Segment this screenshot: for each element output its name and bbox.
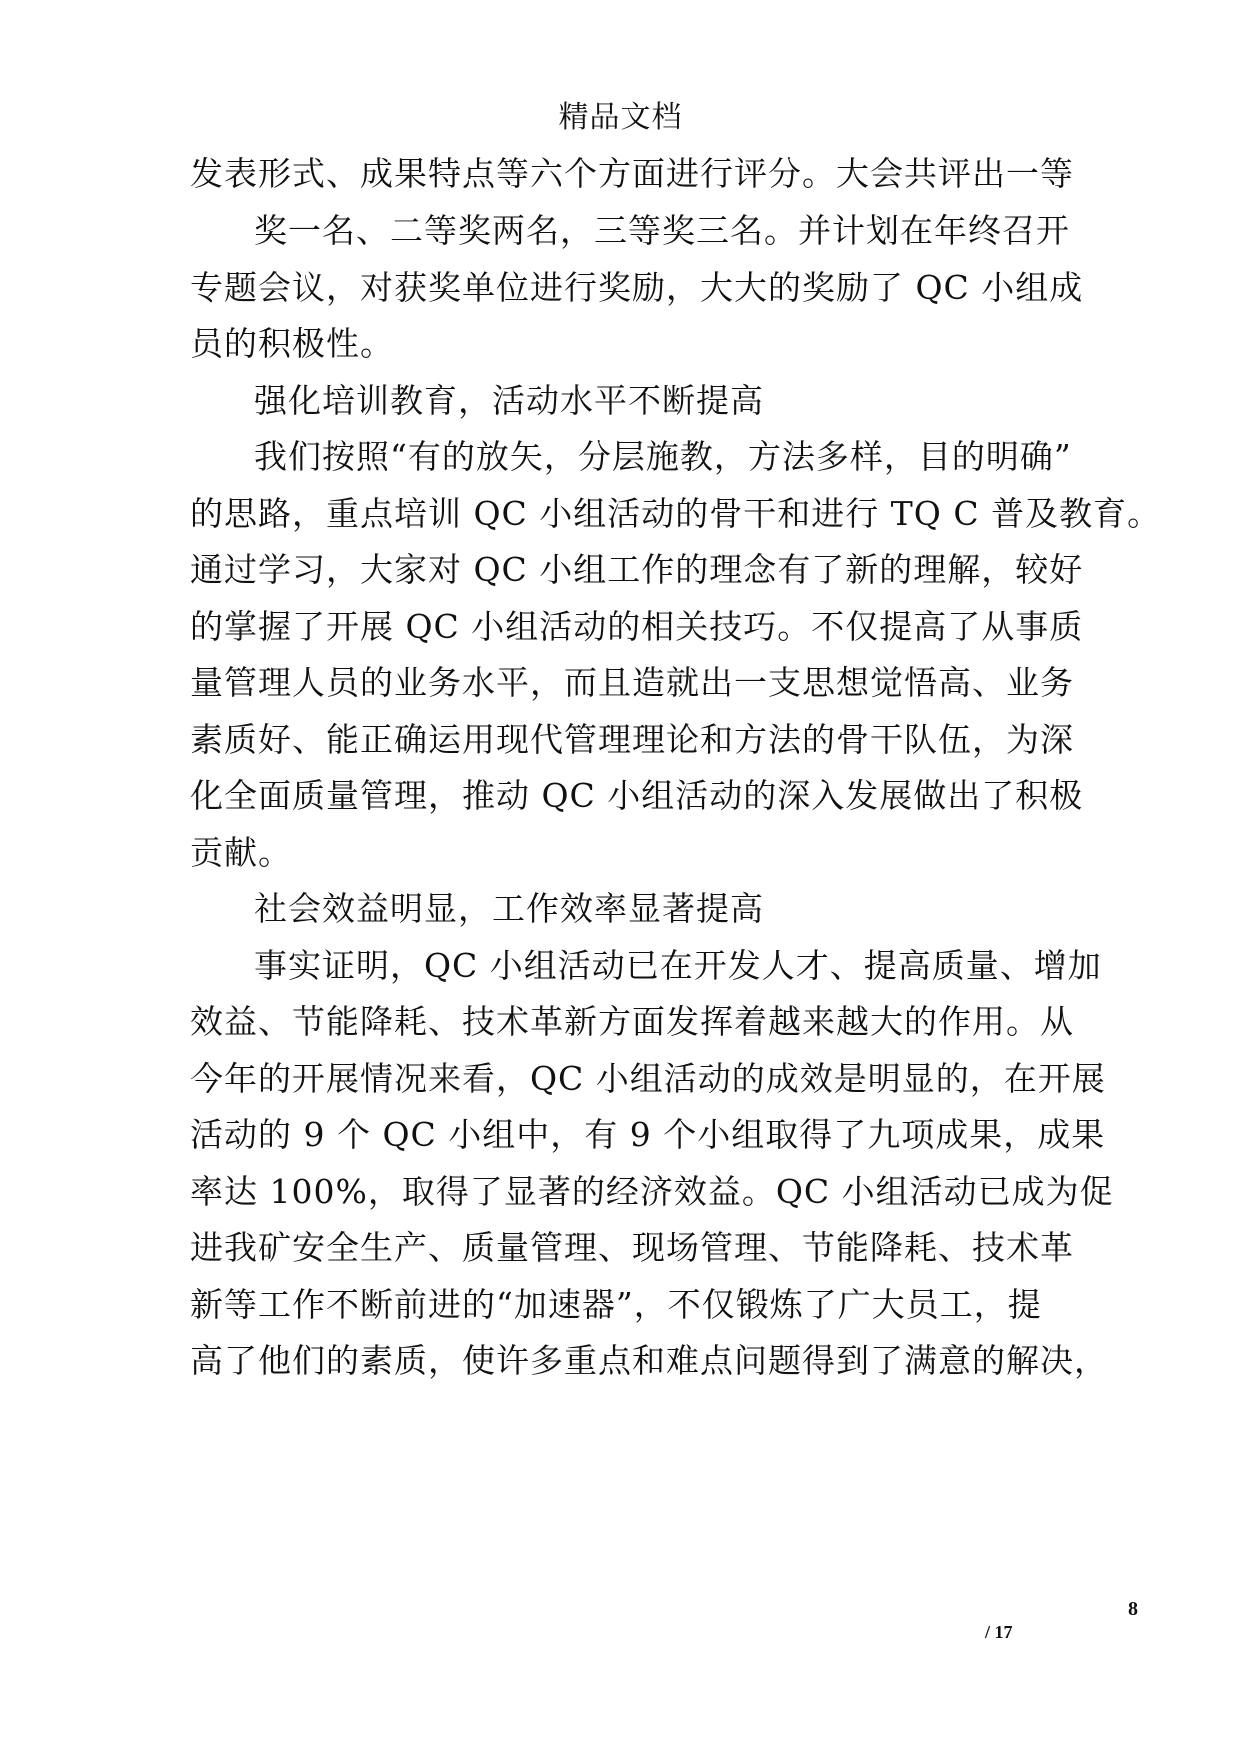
- text-line: 化全面质量管理，推动 QC 小组活动的深入发展做出了积极: [190, 776, 1084, 815]
- text-line: 专题会议，对获奖单位进行奖励，大大的奖励了 QC 小组成: [190, 268, 1084, 307]
- text-line: 事实证明，QC 小组活动已在开发人才、提高质量、增加: [254, 946, 1102, 985]
- text-line: 发表形式、成果特点等六个方面进行评分。大会共评出一等: [190, 154, 1074, 193]
- text-line: 的掌握了开展 QC 小组活动的相关技巧。不仅提高了从事质: [190, 607, 1084, 646]
- text-line: 新等工作不断前进的“加速器”，不仅锻炼了广大员工，提: [190, 1285, 1042, 1324]
- text-line: 率达 100%，取得了显著的经济效益。QC 小组活动已成为促: [190, 1172, 1114, 1211]
- text-line: 量管理人员的业务水平，而且造就出一支思想觉悟高、业务: [190, 663, 1074, 702]
- page-total: / 17: [985, 1622, 1013, 1642]
- page-number: 8: [1128, 1598, 1138, 1620]
- text-line: 的思路，重点培训 QC 小组活动的骨干和进行 TQ C 普及教育。: [190, 494, 1162, 533]
- section-heading: 强化培训教育，活动水平不断提高: [254, 381, 764, 420]
- text-line: 员的积极性。: [190, 324, 394, 363]
- text-line: 贡献。: [190, 833, 292, 872]
- text-line: 素质好、能正确运用现代管理理论和方法的骨干队伍，为深: [190, 720, 1074, 759]
- text-line: 进我矿安全生产、质量管理、现场管理、节能降耗、技术革: [190, 1228, 1074, 1267]
- text-line: 奖一名、二等奖两名，三等奖三名。并计划在年终召开: [254, 211, 1070, 250]
- text-line: 效益、节能降耗、技术革新方面发挥着越来越大的作用。从: [190, 1002, 1074, 1041]
- text-line: 通过学习，大家对 QC 小组工作的理念有了新的理解，较好: [190, 550, 1084, 589]
- text-line: 高了他们的素质，使许多重点和难点问题得到了满意的解决，: [190, 1341, 1108, 1380]
- text-line: 活动的 9 个 QC 小组中，有 9 个小组取得了九项成果，成果: [190, 1115, 1106, 1154]
- page-header-title: 精品文档: [558, 100, 683, 135]
- text-line: 今年的开展情况来看，QC 小组活动的成效是明显的，在开展: [190, 1059, 1106, 1098]
- section-heading: 社会效益明显，工作效率显著提高: [254, 889, 764, 928]
- text-line: 我们按照“有的放矢，分层施教，方法多样，目的明确”: [254, 437, 1072, 476]
